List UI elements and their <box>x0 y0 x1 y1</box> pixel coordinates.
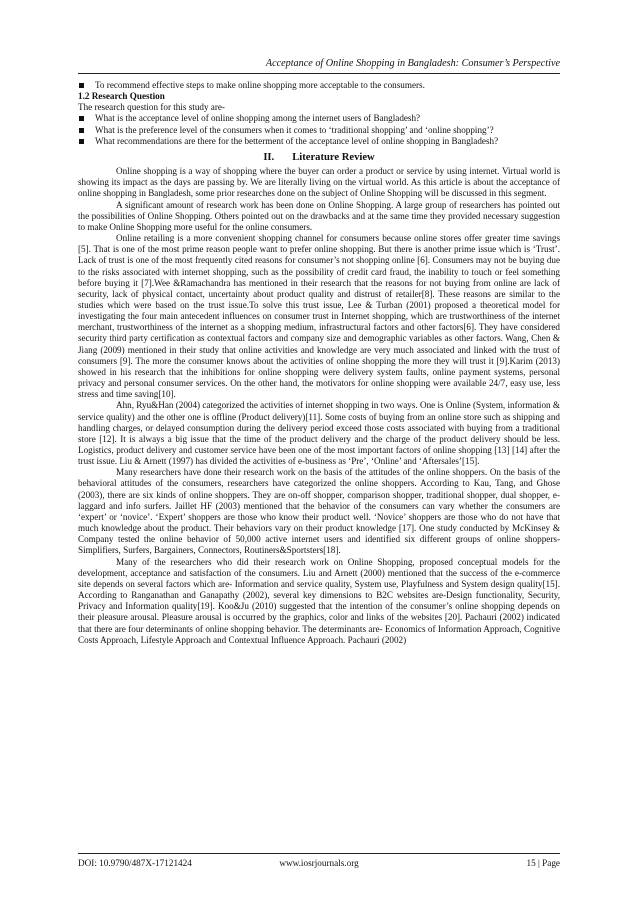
research-question-item <box>78 136 560 147</box>
research-question-item <box>78 113 560 124</box>
footer-rule <box>78 853 560 854</box>
page-number: 15 | Page <box>526 858 560 868</box>
page-content <box>78 80 560 646</box>
research-question-text: What is the acceptance level of online shopping among the internet users of Bangladesh? <box>95 113 421 124</box>
body-paragraph: Ahn, Ryu&Han (2004) categorized the activities of internet shopping in two ways. One is Online (System, information & service quality) and the other one is offline (Product delivery)[11]. Some costs of buying from an online store such as shipping and handling charges, or delayed consumption during the delivery period exceed those costs associated with buying from a traditional store [12]. It is always a big issue that the time of the product delivery and the charge of the product delivery should be less. Logistics, product delivery and customer service have been one of the most important factors of online shopping [13] [14] after the trust issue. Liu & Arnett (1997) has divided the activities of e-business as ‘Pre’, ‘Online’ and ‘Aftersales’[15]. <box>78 400 560 467</box>
section-number: II. <box>263 151 275 163</box>
header-rule <box>78 73 560 74</box>
body-paragraph: Many of the researchers who did their research work on Online Shopping, proposed conceptual models for the development, acceptance and satisfaction of the consumers. Liu and Arnett (2000) mentioned that the success of the e-commerce site depends on several factors which are- Information and service quality, System use, Playfulness and System design quality[15]. According to Ranganathan and Ganapathy (2002), several key dimensions to B2C websites are-Design functionality, Security, Privacy and Information quality[19]. Koo&Ju (2010) suggested that the intention of the consumer’s online shopping depends on their pleasure arousal. Pleasure arousal is occurred by the graphics, color and links of the websites [20]. Pachauri (2002) indicated that there are four determinants of online shopping behavior. The determinants are- Economics of Information Approach, Cognitive Costs Approach, Lifestyle Approach and Contextual Influence Approach. Pachauri (2002) <box>78 556 560 645</box>
objective-text: To recommend effective steps to make online shopping more acceptable to the consumers. <box>95 80 425 90</box>
square-bullet-icon <box>79 139 84 144</box>
square-bullet-icon <box>79 128 84 133</box>
body-paragraph: Many researchers have done their research work on the basis of the attitudes of the online shoppers. On the basis of the behavioral attitudes of the consumers, researchers have categorized the online shoppers. According to Kau, Tang, and Ghose (2003), there are six kinds of online shoppers. They are on-off shopper, comparison shopper, traditional shopper, dual shopper, e-laggard and info surfers. Jaillet HF (2003) mentioned that the behavior of the consumers can vary whether the consumers are ‘expert’ or ‘novice’. ‘Expert’ shoppers are those who know their product well. ‘Novice’ shoppers are those who do not have that much knowledge about the product. Their behaviors vary on their product knowledge [17]. One study conducted by McKinsey & Company tested the online behavior of 50,000 active internet users and identified six different groups of online shoppers- Simplifiers, Surfers, Bargainers, Connectors, Routiners&Sportsters[18]. <box>78 467 560 556</box>
research-question-lead: The research question for this study are- <box>78 102 225 113</box>
objective-bullet <box>78 80 560 91</box>
journal-url: www.iosrjournals.org <box>279 858 359 868</box>
section-heading <box>78 152 560 163</box>
square-bullet-icon <box>79 116 84 121</box>
body-paragraph: Online shopping is a way of shopping where the buyer can order a product or service by using internet. Virtual world is showing its impact as the days are passing by. We are literally living on the virtual world. As this article is about the acceptance of online shopping in Bangladesh, some prior researches done on the subject of Online Shopping will be discussed in this segment. <box>78 166 560 199</box>
section-title: Literature Review <box>292 151 375 163</box>
research-question-heading: 1.2 Research Question <box>78 91 165 102</box>
body-paragraph: A significant amount of research work has been done on Online Shopping. A large group of researchers has pointed out the possibilities of Online Shopping. Others pointed out on the drawbacks and at the same time they provided necessary suggestion to make Online Shopping more useful for the online consumers. <box>78 199 560 232</box>
research-question-item <box>78 125 560 136</box>
running-header: Acceptance of Online Shopping in Bangladesh: Consumer’s Perspective <box>265 58 560 69</box>
research-question-text: What is the preference level of the consumers when it comes to ‘traditional shopping’ and ‘online shopping’? <box>95 124 494 135</box>
body-paragraph: Online retailing is a more convenient shopping channel for consumers because online stores offer greater time savings [5]. That is one of the most prime reason people want to prefer online shopping. But there is another prime issue which is ‘Trust’. Lack of trust is one of the most frequently cited reasons for consumer’s not shopping online [6]. Consumers may not be buying due to the risks associated with internet shopping, such as the possibility of credit card fraud, the inability to touch or feel something before buying it [7].Wee &Ramachandra has mentioned in their research that the reasons for not buying from online are lack of security, lack of physical contact, uncertainty about product quality and distrust of retailer[8]. These reasons are similar to the studies which were based on the trust issue.To solve this trust issue, Lee & Turban (2001) proposed a theoretical model for investigating the four main antecedent influences on consumer trust in Internet shopping, which are trustworthiness of the internet merchant, trustworthiness of the internet as a shopping medium, infrastructural factors and other factors[6]. They have considered security third party certification as contextual factors and company size and demographic variables as other factors. Wang, Chen & Jiang (2009) mentioned in their study that online activities and knowledge are very much associated and linked with the trust of consumers [9]. The more the consumer knows about the activities of online shopping the more they will trust it [9].Karim (2013) showed in his research that the inhibitions for online shopping were delivery system faults, online payment systems, personal privacy and personal consumer services. On the other hand, the motivators for online shopping were available 24/7, easy use, less stress and time saving[10]. <box>78 233 560 400</box>
doi-label: DOI: 10.9790/487X-17121424 <box>78 858 192 868</box>
square-bullet-icon <box>79 83 84 88</box>
research-question-text: What recommendations are there for the betterment of the acceptance level of online shopping in Bangladesh? <box>95 135 499 146</box>
